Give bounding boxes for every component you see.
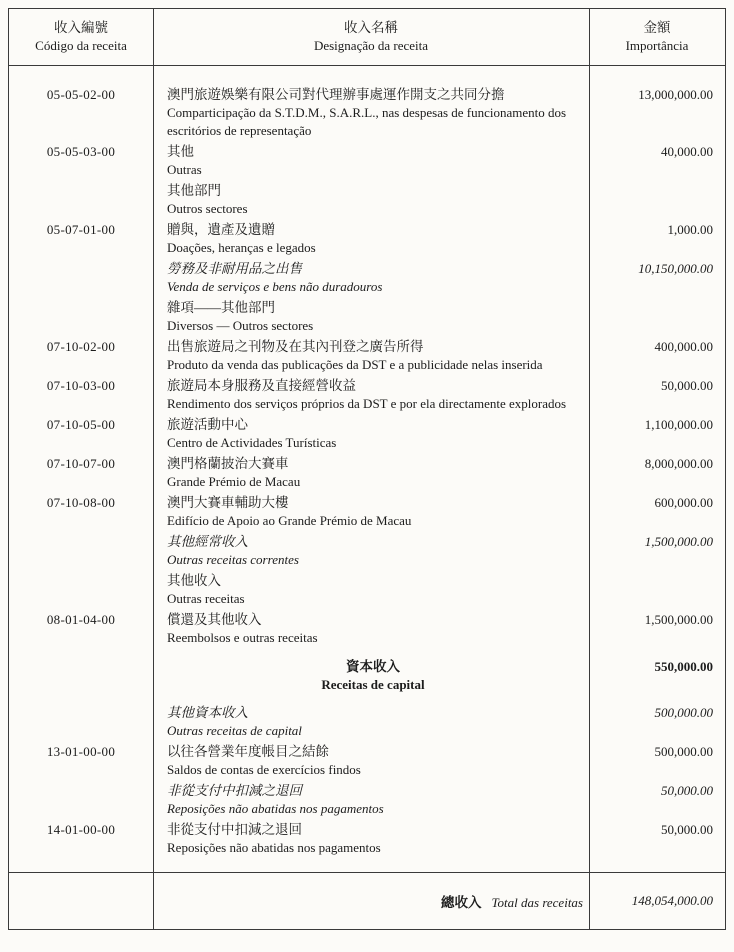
- designation-zh: 非從支付中扣減之退回: [167, 822, 302, 837]
- revenue-designation: [153, 821, 589, 857]
- designation-pt: Centro de Actividades Turísticas: [167, 435, 337, 450]
- table-row: [9, 221, 725, 257]
- revenue-code: 05-07-01-00: [46, 222, 116, 237]
- revenue-amount: 550,000.00: [654, 659, 713, 674]
- table-row: [9, 455, 725, 491]
- column-divider-1: [153, 9, 154, 929]
- designation-zh: 雜項——其他部門: [167, 300, 275, 315]
- revenue-amount: 400,000.00: [654, 339, 713, 354]
- revenue-code: 07-10-05-00: [46, 417, 116, 432]
- table-row: [9, 743, 725, 779]
- table-header-row: [9, 9, 725, 66]
- designation-pt: Produto da venda das publicações da DST e a publicidade nelas inserida: [167, 357, 543, 372]
- table-row: [9, 86, 725, 140]
- designation-zh: 其他資本收入: [167, 705, 248, 720]
- revenue-designation: [153, 299, 589, 335]
- revenue-amount: 1,100,000.00: [644, 417, 713, 432]
- total-label: [153, 891, 589, 912]
- designation-zh: 旅遊局本身服務及直接經營收益: [167, 378, 356, 393]
- revenue-amount: 13,000,000.00: [638, 87, 713, 102]
- designation-zh: 其他收入: [167, 573, 221, 588]
- revenue-amount: 1,500,000.00: [644, 612, 713, 627]
- revenue-code: 07-10-07-00: [46, 456, 116, 471]
- table-row: [9, 658, 725, 694]
- designation-pt: Reposições não abatidas nos pagamentos: [167, 840, 381, 855]
- revenue-amount: 8,000,000.00: [644, 456, 713, 471]
- revenue-designation: [153, 533, 589, 569]
- header-code-pt: Código da receita: [35, 38, 127, 53]
- revenue-designation: [153, 143, 589, 179]
- designation-zh: 其他經常收入: [167, 534, 248, 549]
- designation-zh: 勞務及非耐用品之出售: [167, 261, 302, 276]
- revenue-designation: [153, 416, 589, 452]
- designation-pt: Venda de serviços e bens não duradouros: [167, 279, 383, 294]
- header-amount-zh: 金額: [643, 20, 671, 35]
- designation-zh: 贈與，遺產及遺贈: [167, 222, 275, 237]
- table-row: [9, 572, 725, 608]
- header-designation: [153, 19, 589, 55]
- revenue-table: [8, 8, 726, 930]
- revenue-designation: [153, 377, 589, 413]
- designation-zh: 澳門大賽車輔助大樓: [167, 495, 289, 510]
- column-divider-2: [589, 9, 590, 929]
- revenue-designation: [153, 86, 589, 140]
- revenue-code: 05-05-02-00: [46, 87, 116, 102]
- revenue-amount: 500,000.00: [654, 744, 713, 759]
- designation-pt: Diversos — Outros sectores: [167, 318, 314, 333]
- header-amount: [589, 19, 725, 55]
- revenue-designation: [153, 260, 589, 296]
- revenue-code: 05-05-03-00: [46, 144, 116, 159]
- revenue-code: 07-10-08-00: [46, 495, 116, 510]
- revenue-code: 13-01-00-00: [46, 744, 116, 759]
- revenue-designation: [153, 455, 589, 491]
- designation-pt: Outras: [167, 162, 202, 177]
- designation-zh: 其他部門: [167, 183, 221, 198]
- designation-pt: Comparticipação da S.T.D.M., S.A.R.L., nas despesas de funcionamento dos escritórios de representação: [167, 105, 567, 138]
- table-row: [9, 782, 725, 818]
- revenue-amount: 1,500,000.00: [644, 534, 713, 549]
- table-row: [9, 533, 725, 569]
- designation-pt: Outras receitas de capital: [167, 723, 302, 738]
- designation-pt: Grande Prémio de Macau: [167, 474, 301, 489]
- designation-zh: 以往各營業年度帳目之結餘: [167, 744, 329, 759]
- designation-zh: 其他: [167, 144, 194, 159]
- revenue-amount: 50,000.00: [661, 822, 713, 837]
- header-amount-pt: Importância: [625, 38, 689, 53]
- revenue-designation: [153, 221, 589, 257]
- designation-zh: 資本收入: [346, 659, 400, 674]
- revenue-amount: 10,150,000.00: [638, 261, 713, 276]
- table-row: [9, 338, 725, 374]
- table-row: [9, 611, 725, 647]
- revenue-amount: 50,000.00: [661, 783, 713, 798]
- table-row: [9, 821, 725, 857]
- designation-pt: Reembolsos e outras receitas: [167, 630, 318, 645]
- designation-zh: 澳門旅遊娛樂有限公司對代理辦事處運作開支之共同分擔: [167, 87, 505, 102]
- revenue-designation: [153, 494, 589, 530]
- designation-zh: 澳門格蘭披治大賽車: [167, 456, 289, 471]
- designation-zh: 償還及其他收入: [167, 612, 262, 627]
- total-label-pt: Total das receitas: [491, 894, 583, 910]
- designation-pt: Edifício de Apoio ao Grande Prémio de Macau: [167, 513, 412, 528]
- revenue-designation: [153, 743, 589, 779]
- revenue-designation: [153, 182, 589, 218]
- header-designation-pt: Designação da receita: [313, 38, 429, 53]
- revenue-amount: 40,000.00: [661, 144, 713, 159]
- designation-pt: Reposições não abatidas nos pagamentos: [167, 801, 384, 816]
- revenue-designation: [153, 611, 589, 647]
- revenue-code: 14-01-00-00: [46, 822, 116, 837]
- revenue-designation: [153, 782, 589, 818]
- revenue-designation: [153, 572, 589, 608]
- header-code-zh: 收入編號: [54, 20, 108, 35]
- header-code: [9, 19, 153, 55]
- designation-pt: Outras receitas: [167, 591, 245, 606]
- revenue-code: 07-10-03-00: [46, 378, 116, 393]
- total-amount: 148,054,000.00: [631, 893, 713, 908]
- revenue-designation: [153, 704, 589, 740]
- table-row: [9, 416, 725, 452]
- table-row: [9, 704, 725, 740]
- revenue-amount: 1,000.00: [667, 222, 713, 237]
- table-row: [9, 182, 725, 218]
- total-label-zh: 總收入: [441, 894, 482, 910]
- table-row: [9, 377, 725, 413]
- table-row: [9, 143, 725, 179]
- header-designation-zh: 收入名稱: [344, 20, 398, 35]
- revenue-designation: [153, 338, 589, 374]
- table-row: [9, 260, 725, 296]
- total-row: [9, 872, 725, 929]
- designation-pt: Outras receitas correntes: [167, 552, 299, 567]
- designation-zh: 旅遊活動中心: [167, 417, 248, 432]
- designation-pt: Doações, heranças e legados: [167, 240, 316, 255]
- designation-zh: 非從支付中扣減之退回: [167, 783, 302, 798]
- table-row: [9, 494, 725, 530]
- revenue-amount: 600,000.00: [654, 495, 713, 510]
- designation-pt: Outros sectores: [167, 201, 248, 216]
- table-row: [9, 299, 725, 335]
- revenue-amount: 500,000.00: [654, 705, 713, 720]
- designation-pt: Receitas de capital: [321, 677, 425, 692]
- revenue-designation: [153, 658, 589, 694]
- designation-pt: Rendimento dos serviços próprios da DST e por ela directamente explorados: [167, 396, 567, 411]
- designation-zh: 出售旅遊局之刊物及在其內刊登之廣告所得: [167, 339, 424, 354]
- revenue-amount: 50,000.00: [661, 378, 713, 393]
- designation-pt: Saldos de contas de exercícios findos: [167, 762, 361, 777]
- revenue-code: 07-10-02-00: [46, 339, 116, 354]
- revenue-code: 08-01-04-00: [46, 612, 116, 627]
- table-body: [9, 66, 725, 872]
